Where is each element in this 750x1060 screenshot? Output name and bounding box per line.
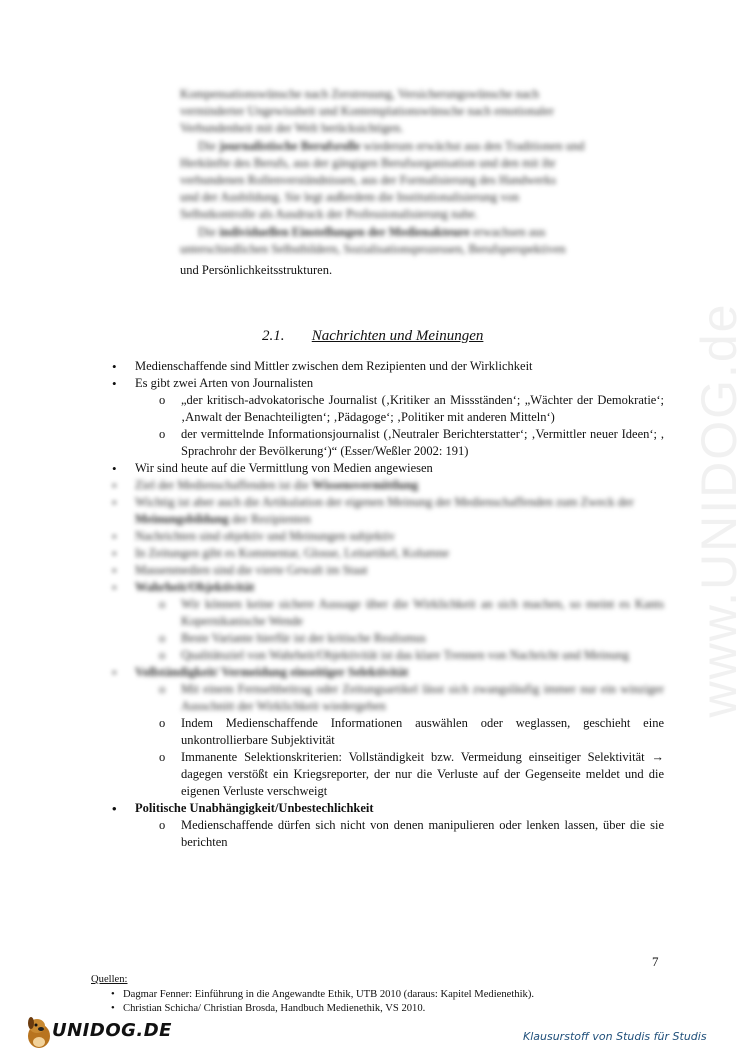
sub-manipulieren: o Medienschaffende dürfen sich nicht von denen manipulieren oder lenken lassen, über die sie berichten (181, 817, 664, 851)
watermark: www.UNIDOG.de (691, 302, 747, 718)
sources-heading: Quellen: (91, 974, 128, 985)
sub-selektion: o Immanente Selektionskriterien: Vollständigkeit bzw. Vermeidung einseitiger Selektivität → dagegen verstößt ein Kriegsreporter, der nur die Verluste auf der Gegenseite meldet und die eigenen Verluste verschweigt (181, 749, 664, 800)
logo-text: UNIDOG.DE (52, 1020, 172, 1041)
page-number: 7 (652, 954, 659, 969)
section-title: Nachrichten und Meinungen (311, 328, 484, 344)
bullet-arten: • Es gibt zwei Arten von Journalisten (112, 375, 664, 392)
obscured-text-block: Kompensationswünsche nach Zerstreuung, Versicherungswünsche nach verminderter Ungewissheit und Kontemplationswünsche nach emotionaler Verbundenheit mit der Welt berücksichtigen. o Die journalistische Berufsrolle wiederum erwächst aus den Traditionen und Herkünfte des Berufs, aus der gängigen Berufsorganisation und den mit ihr verbundenen Rollenverständnissen, aus der Formalisierung des Handwerks und der Ausbildung. Sie legt außerdem die Institutionalisierung von Selbstkontrolle als Ausdruck der Professionalisierung nahe. o Die individuellen Einstellungen der Medienakteure erwachsen aus unterschiedlichen Selbstbildern, Sozialisationsprozessen, Berufsperspektiven (180, 86, 660, 258)
bullet-unabhaengigkeit: • Politische Unabhängigkeit/Unbestechlichkeit (112, 800, 664, 817)
unidog-logo (22, 1012, 172, 1052)
bullet-vermittlung: • Wir sind heute auf die Vermittlung von Medien angewiesen (112, 460, 664, 477)
main-content (112, 358, 664, 851)
footer-tagline: Klausurstoff von Studis für Studis (523, 1030, 707, 1043)
sub-vermittelnd: o der vermittelnde Informationsjournalist (‚Neutraler Berichterstatter‘; ‚Vermittler neuer Ideen‘; , Sprachrohr der Bevölkerung‘)“ (Esser/Weßler 2002: 191) (181, 426, 664, 460)
sources-block (91, 973, 651, 1017)
sub-kritisch: o „der kritisch-advokatorische Journalist (‚Kritiker an Missständen‘; „Wächter der Demokratie‘;‚Anwalt der Benachteiligten‘; ‚Pädagoge‘; ‚Politiker mit anderen Mitteln‘) (181, 392, 664, 426)
source-item: • Christian Schicha/ Christian Brosda, Handbuch Medienethik, VS 2010. (91, 1002, 651, 1017)
obscured-bullets: • Ziel der Medienschaffenden ist die Wissensvermittlung • Wichtig ist aber auch die Artikulation der eigenen Meinung der Medienschaffenden zum Zweck der Meinungsbildung der Rezipienten • Nachrichten sind objektiv und Meinungen subjektiv • In Zeitungen gibt es Kommentar, Glosse, Leitartikel, Kolumne • Massenmedien sind die vierte Gewalt im Staat • Wahrheit/Objektivität o Wir können keine sichere Aussage über die Wirklichkeit an sich machen, so meint es Kants Kopernikanische Wende o Beste Variante hierfür ist der kritische Realismus o Qualitätsziel von Wahrheit/Objektivität ist das klare Trennen von Nachricht und Meinung • Vollständigkeit/ Vermeidung einseitiger Selektivität o Mit einem Fernsehbeitrag oder Zeitungsartikel lässt sich zwangsläufig immer nur ein winziger Ausschnitt der Wirklichkeit wiedergeben (112, 477, 664, 715)
bullet-mittler: • Medienschaffende sind Mittler zwischen dem Rezipienten und der Wirklichkeit (112, 358, 664, 375)
top-clear-line: und Persönlichkeitsstrukturen. (180, 263, 333, 277)
sub-auswaehlen: o Indem Medienschaffende Informationen auswählen oder weglassen, geschieht eine unkontrollierbare Subjektivität (181, 715, 664, 749)
source-item: • Dagmar Fenner: Einführung in die Angewandte Ethik, UTB 2010 (daraus: Kapitel Medienethik). (91, 988, 651, 1003)
section-number: 2.1. (262, 328, 285, 344)
section-heading (262, 326, 662, 346)
